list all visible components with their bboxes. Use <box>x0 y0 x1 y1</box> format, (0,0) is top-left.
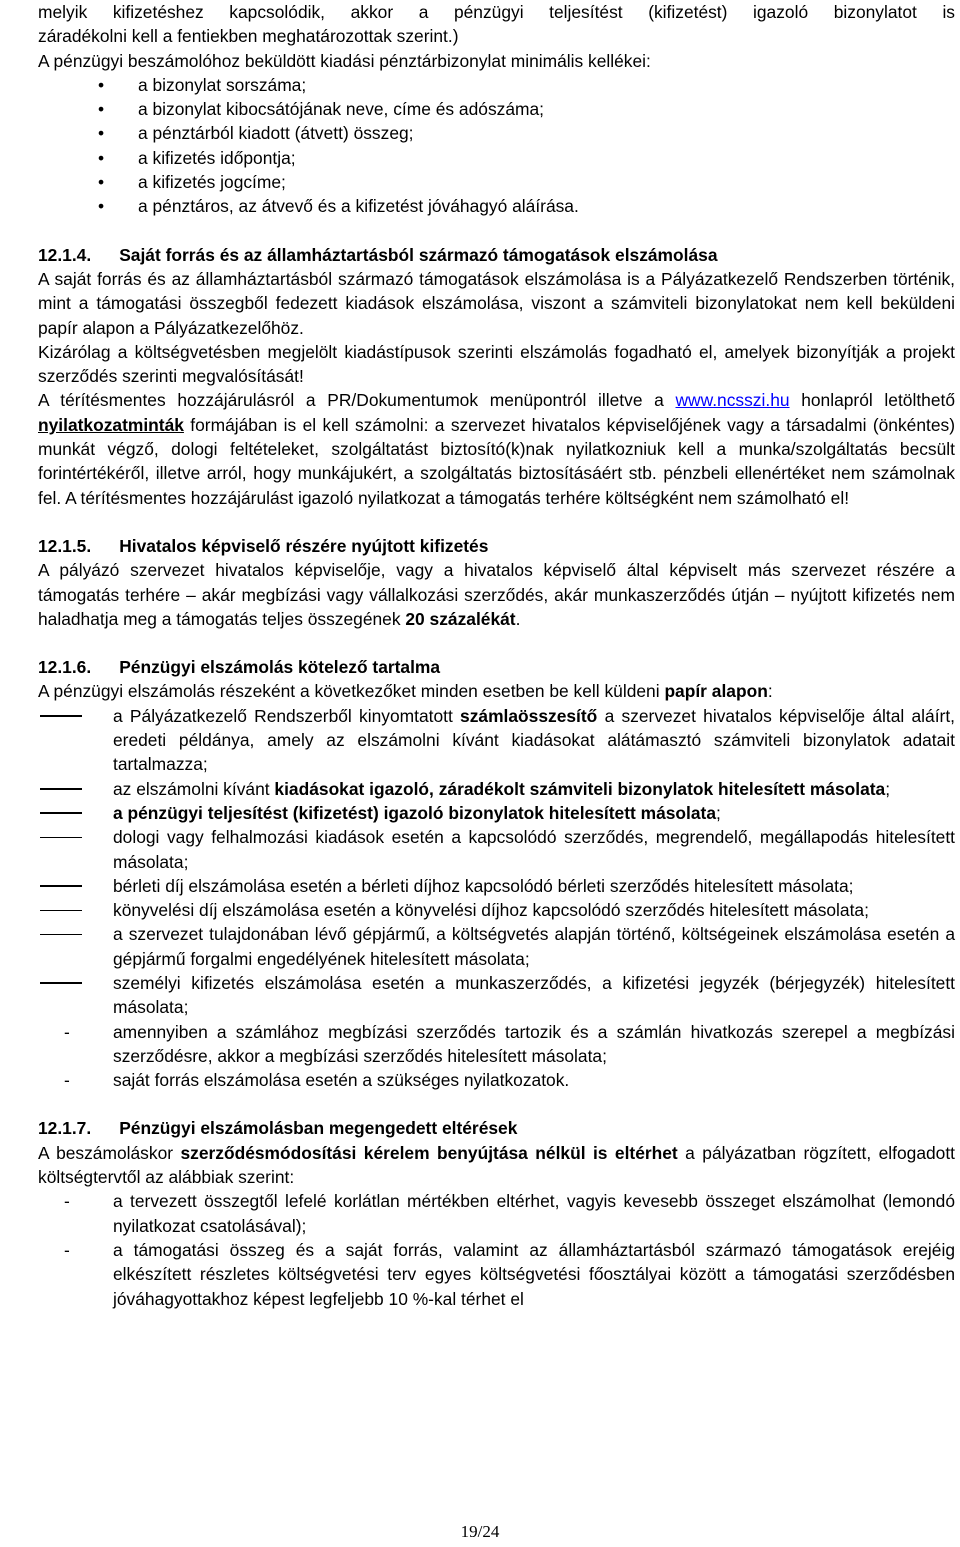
receipt-requirements-list <box>38 73 955 219</box>
hyphen-icon: - <box>64 1191 70 1212</box>
list-item: - amennyiben a számlához megbízási szerződés tartozik és a számlán hivatkozás szerepel a megbízási szerződésre, akkor a megbízási szerződés hitelesített másolata; <box>64 1021 955 1066</box>
list-item: az elszámolni kívánt kiadásokat igazoló, záradékolt számviteli bizonylatok hitelesített másolata; <box>38 777 955 801</box>
intro-line-2: záradékolni kell a fentiekben meghatározottak szerint.) <box>38 26 459 47</box>
list-item: - saját forrás elszámolása esetén a szükséges nyilatkozatok. <box>38 1068 955 1092</box>
dash-icon <box>40 812 82 814</box>
dash-icon <box>40 982 82 984</box>
list-item: - a tervezett összegtől lefelé korlátlan mértékben eltérhet, vagyis kevesebb összeget elszámolhat (lemondó nyilatkozat csatolásával); <box>64 1191 955 1236</box>
dash-icon <box>40 837 82 839</box>
section-heading-12-1-4: 12.1.4. Saját forrás és az államháztartásból származó támogatások elszámolása <box>38 244 718 265</box>
hyphen-icon: - <box>64 1070 70 1091</box>
list-item: a pénzügyi teljesítést (kifizetést) igazoló bizonylatok hitelesített másolata; <box>38 801 955 825</box>
section-heading-12-1-5: 12.1.5. Hivatalos képviselő részére nyújtott kifizetés <box>38 535 489 556</box>
paragraph: Kizárólag a költségvetésben megjelölt kiadástípusok szerinti elszámolás fogadható el, amelyek bizonyítják a projekt szerződés szerinti megvalósítását! <box>38 341 955 387</box>
list-item: személyi kifizetés elszámolása esetén a munkaszerződés, a kifizetési jegyzék (bérjegyzék) hitelesített másolata; <box>38 971 955 1020</box>
list-item: a Pályázatkezelő Rendszerből kinyomtatott számlaösszesítő a szervezet hivatalos képviselője által aláírt, eredeti példánya, amely az elszámolni kívánt kiadásokat alátámasztó számviteli bizonylatok adatait tartalmazza; <box>38 704 955 777</box>
paragraph: A pénzügyi elszámolás részeként a következőket minden esetben be kell küldeni papír alapon: <box>38 681 773 702</box>
dash-icon <box>40 910 82 912</box>
list-item: bérleti díj elszámolása esetén a bérleti díjhoz kapcsolódó bérleti szerződés hitelesített másolata; <box>38 874 955 898</box>
bullet-icon: • <box>98 147 105 168</box>
section-heading-12-1-6: 12.1.6. Pénzügyi elszámolás kötelező tartalma <box>38 657 441 678</box>
list-item: • a bizonylat sorszáma; <box>38 73 955 97</box>
paragraph: A pályázó szervezet hivatalos képviselője, vagy a hivatalos képviselő által képviselt más szervezet részére a támogatás terhére – akár megbízási vagy vállalkozási szerződés, akár munkaszerződés útján – nyújtott kifizetés nem haladhatja meg a támogatás teljes összegének 20 százalékát. <box>38 560 955 629</box>
mandatory-content-list <box>38 704 955 1093</box>
list-item: dologi vagy felhalmozási kiadások esetén a kapcsolódó szerződés, megrendelő, megállapodás hitelesített másolata; <box>38 825 955 874</box>
intro-line-3: A pénzügyi beszámolóhoz beküldött kiadási pénztárbizonylat minimális kellékei: <box>38 50 651 71</box>
bullet-icon: • <box>98 172 105 193</box>
hyphen-icon: - <box>64 1021 70 1042</box>
bullet-icon: • <box>98 74 105 95</box>
hyphen-icon: - <box>64 1239 70 1260</box>
section-heading-12-1-7: 12.1.7. Pénzügyi elszámolásban megengedett eltérések <box>38 1118 518 1139</box>
dash-icon <box>40 885 82 887</box>
list-item: • a pénztárból kiadott (átvett) összeg; <box>38 121 955 145</box>
list-item: • a pénztáros, az átvevő és a kifizetést jóváhagyó aláírása. <box>38 194 955 218</box>
intro-line-1: melyik kifizetéshez kapcsolódik, akkor a pénzügyi teljesítést (kifizetést) igazoló bizonylatot is <box>38 2 955 22</box>
paragraph: A saját forrás és az államháztartásból származó támogatások elszámolása is a Pályázatkezelő Rendszerben történik, mint a támogatási összegből fedezett kiadások elszámolása, viszont a számviteli bizonylatokat nem kell beküldeni papír alapon a Pályázatkezelőhöz. <box>38 268 955 338</box>
list-item: • a kifizetés jogcíme; <box>38 170 955 194</box>
dash-icon <box>40 715 82 717</box>
dash-icon <box>40 934 82 936</box>
bullet-icon: • <box>98 196 105 217</box>
dash-icon <box>40 788 82 790</box>
allowed-deviations-list <box>38 1189 955 1310</box>
document-page <box>38 0 955 1311</box>
list-item: könyvelési díj elszámolása esetén a könyvelési díjhoz kapcsolódó szerződés hitelesített másolata; <box>38 898 955 922</box>
paragraph: A térítésmentes hozzájárulásról a PR/Dokumentumok menüpontról illetve a www.ncsszi.hu honlapról letölthető nyilatkozatminták formájában is el kell számolni: a szervezet hivatalos képviselőjének vagy a társadalmi (önkéntes) munkát végző, dologi feltételeket, szolgáltatást biztosító(k)nak nyilatkozniuk kell a munka/szolgáltatás becsült forintértékéről, illetve arról, hogy munkájukért, a szolgáltatás biztosításáért stb. pénzbeli ellenértéket nem számolnak fel. A térítésmentes hozzájárulást igazoló nyilatkozat a támogatás terhére költségként nem számolható el! <box>38 390 955 508</box>
list-item: - a támogatási összeg és a saját forrás, valamint az államháztartásból származó támogatások erejéig elkészített részletes költségvetési terv egyes költségvetési főosztályai között a támogatási szerződésben jóváhagyottakhoz képest legfeljebb 10 %-kal térhet el <box>64 1239 955 1309</box>
list-item: • a kifizetés időpontja; <box>38 146 955 170</box>
paragraph: A beszámoláskor szerződésmódosítási kérelem benyújtása nélkül is eltérhet a pályázatban rögzített, elfogadott költségtervtől az alábbiak szerint: <box>38 1142 955 1188</box>
bullet-icon: • <box>98 99 105 120</box>
list-item: a szervezet tulajdonában lévő gépjármű, a költségvetés alapján történő, költségeinek elszámolása esetén a gépjármű forgalmi engedélyének hitelesített másolata; <box>38 922 955 971</box>
list-item: • a bizonylat kibocsátójának neve, címe és adószáma; <box>38 97 955 121</box>
page-number: 19/24 <box>460 1522 500 1541</box>
bullet-icon: • <box>98 123 105 144</box>
ncsszi-link[interactable]: www.ncsszi.hu <box>675 390 790 411</box>
